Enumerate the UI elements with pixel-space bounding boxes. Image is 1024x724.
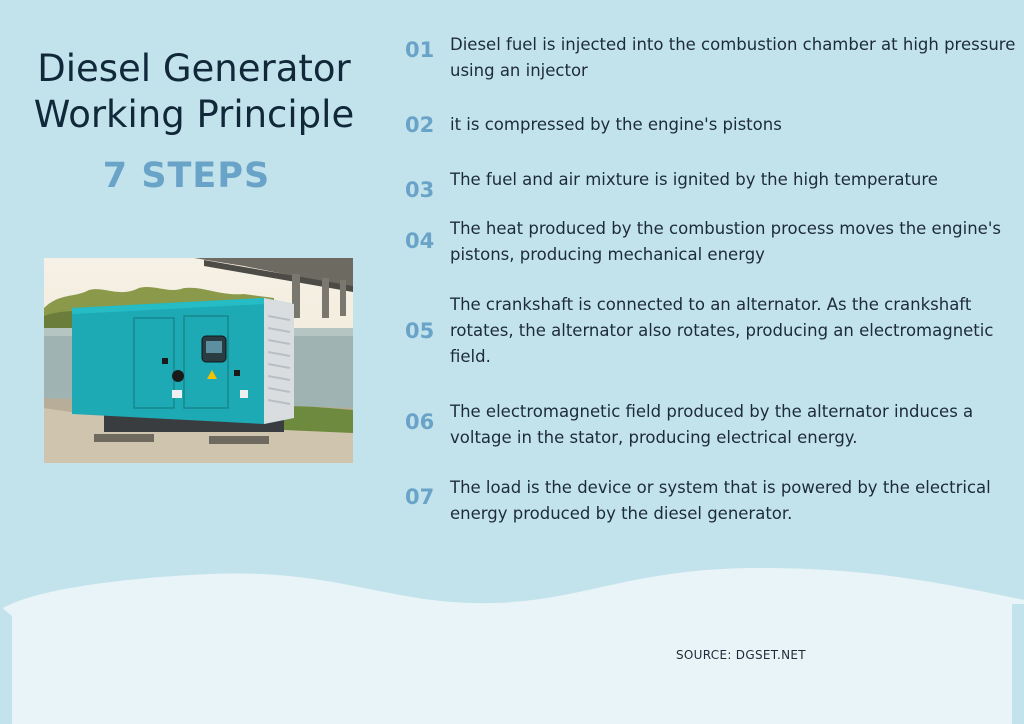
source-credit: SOURCE: DGSET.NET (676, 648, 806, 662)
step-text: Diesel fuel is injected into the combustion chamber at high pressure using an injector (450, 35, 1016, 80)
step-text: The electromagnetic field produced by the alternator induces a voltage in the stator, producing electrical energy. (450, 402, 974, 447)
step-text: The fuel and air mixture is ignited by the high temperature (450, 170, 938, 189)
step-number: 03 (405, 178, 435, 202)
step-number: 04 (405, 229, 435, 253)
steps-subtitle: 7 STEPS (102, 156, 271, 196)
step-number: 01 (405, 38, 435, 62)
step-number: 05 (405, 319, 435, 343)
step-text: it is compressed by the engine's pistons (450, 115, 782, 134)
step-text: The heat produced by the combustion process moves the engine's pistons, producing mechanical energy (450, 219, 1001, 264)
step-text: The load is the device or system that is powered by the electrical energy produced by the diesel generator. (450, 478, 991, 523)
diesel-generator-photo (44, 258, 353, 463)
step-number: 07 (405, 485, 435, 509)
title-line-1: Diesel Generator (37, 47, 351, 90)
title-line-2: Working Principle (33, 93, 355, 136)
step-number: 02 (405, 113, 435, 137)
step-number: 06 (405, 410, 435, 434)
step-text: The crankshaft is connected to an alternator. As the crankshaft rotates, the alternator also rotates, producing an electromagnetic field. (450, 295, 994, 366)
